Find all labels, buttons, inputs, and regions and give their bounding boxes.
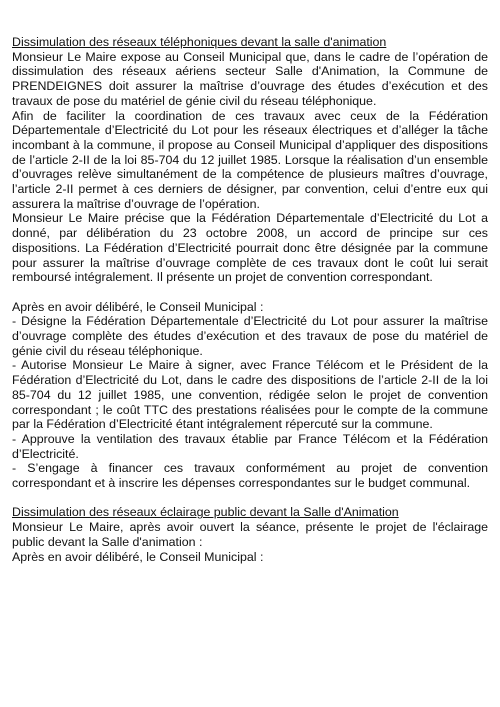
section-1-deliberation-intro: Après en avoir délibéré, le Conseil Municipal : xyxy=(12,299,264,314)
section-1-paragraph-2: Afin de faciliter la coordination de ces travaux avec ceux de la Fédération Départementale d’Electricité du Lot pour les réseaux électriques et d’alléger la tâche incombant à la commune, il propose au Conseil Municipal d’appliquer des dispositions de l’article 2-II de la loi 85-704 du 12 juillet 1985. Lorsque la réalisation d’un ensemble d’ouvrages relève simultanément de la compétence de plusieurs maîtres d’ouvrage, l’article 2-II permet à ces derniers de désigner, par convention, celui d’entre eux qui assurera la maîtrise d’ouvrage de l’opération. xyxy=(12,108,488,211)
decision-approval: - Approuve la ventilation des travaux établie par France Télécom et la Fédération d’Electricité. xyxy=(12,431,488,461)
section-gap xyxy=(12,491,488,506)
paragraph-gap xyxy=(12,285,488,300)
section-1-paragraph-3: Monsieur Le Maire précise que la Fédération Départementale d’Electricité du Lot a donné, par délibération du 23 octobre 2008, un accord de principe sur ces dispositions. La Fédération d’Electricité pourrait donc être désignée par la commune pour assurer la maîtrise d’ouvrage complète de ces travaux dont le coût lui serait remboursé intégralement. Il présente un projet de convention correspondant. xyxy=(12,211,488,285)
decision-financing: - S’engage à financer ces travaux conformément au projet de convention correspondant et à inscrire les dépenses correspondantes sur le budget communal. xyxy=(12,461,488,491)
decision-authorisation: - Autorise Monsieur Le Maire à signer, avec France Télécom et le Président de la Fédération d’Electricité du Lot, dans le cadre des dispositions de l’article 2-II de la loi 85-704 du 12 juillet 1985, une convention, rédigée selon le projet de convention correspondant ; le coût TTC des prestations réalisées pour le compte de la commune par la Fédération d’Electricité étant intégralement répercuté sur la commune. xyxy=(12,358,488,432)
decision-designation: - Désigne la Fédération Départementale d’Electricité du Lot pour assurer la maîtrise d’ouvrage complète des études d’exécution et des travaux de pose du matériel de génie civil du réseau téléphonique. xyxy=(12,314,488,358)
document-page xyxy=(12,35,488,564)
section-2-heading: Dissimulation des réseaux éclairage public devant la Salle d'Animation xyxy=(12,505,399,520)
section-2-deliberation-intro: Après en avoir délibéré, le Conseil Municipal : xyxy=(12,549,264,564)
section-2-intro: Monsieur Le Maire, après avoir ouvert la séance, présente le projet de l'éclairage public devant la Salle d'animation : xyxy=(12,520,488,549)
section-1-paragraph-1: Monsieur Le Maire expose au Conseil Municipal que, dans le cadre de l’opération de dissimulation des réseaux aériens secteur Salle d'Animation, la Commune de PRENDEIGNES doit assurer la maîtrise d’ouvrage des études d’exécution et des travaux de pose du matériel de génie civil du réseau téléphonique. xyxy=(12,49,488,108)
section-1-heading: Dissimulation des réseaux téléphoniques devant la salle d'animation xyxy=(12,35,387,49)
